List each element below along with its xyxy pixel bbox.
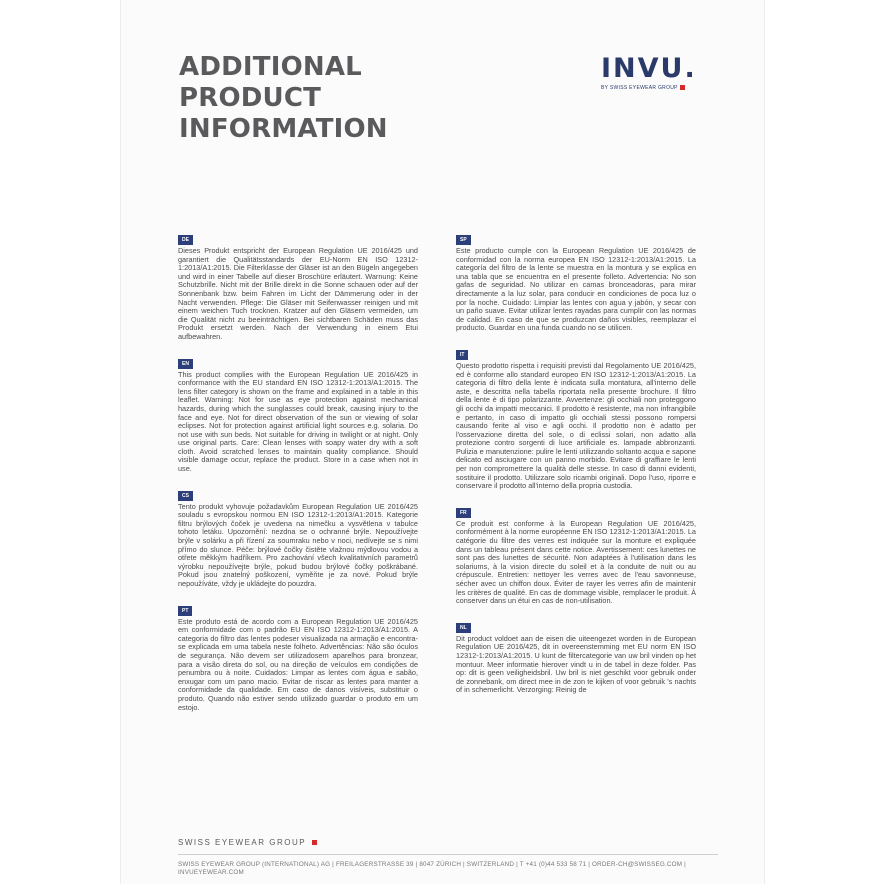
- section-en: [178, 352, 418, 474]
- title-line-3: INFORMATION: [179, 114, 388, 144]
- section-text-es: Este producto cumple con la European Regulation UE 2016/425 de conformidad con la norma europea EN ISO 12312-1:2013/A1:2015. La categoría del filtro de la lente se muestra en la montura y se explica en una tabla que se encuentra en el presente folleto. Advertencia: No son gafas de seguridad. No utilizar en camas bronceadoras, para mirar directamente a la luz solar, para conducir en condiciones de poca luz o por la noche. Cuidado: Limpiar las lentes con agua y jabón, y secar con un paño suave. Evitar utilizar lentes rayadas para cumplir con las normas de calidad. En caso de que se produzcan daños visibles, reemplazar el producto. Guardar en una funda cuando no se utilicen.: [456, 246, 696, 333]
- section-nl: [456, 616, 696, 695]
- lang-badge-nl: NL: [456, 623, 471, 633]
- title-line-1: ADDITIONAL: [179, 52, 362, 82]
- right-column: [456, 228, 696, 705]
- logo-tagline-text: BY SWISS EYEWEAR GROUP: [601, 85, 678, 91]
- section-text-fr: Ce produit est conforme à la European Regulation UE 2016/425, conformément à la norme européenne EN ISO 12312-1:2013/A1:2015. La catégorie du filtre des verres est indiquée sur la monture et expliquée dans un tableau présent dans cette notice. Avertissement: ces lunettes ne sont pas des lunettes de sécurité. Non adaptées à l'utilisation dans les solariums, à la vision directe du soleil et à la conduite de nuit ou au crépuscule. Entretien: nettoyer les verres avec de l'eau savonneuse, sécher avec un chiffon doux. Éviter de rayer les verres afin de maintenir les critères de qualité. En cas de dommage visible, remplacer le produit. À conserver dans un étui en cas de non-utilisation.: [456, 518, 696, 606]
- lang-badge-de: DE: [178, 235, 193, 245]
- title-line-2: PRODUCT: [179, 83, 322, 113]
- section-es: [456, 228, 696, 333]
- section-fr: [456, 501, 696, 606]
- document-page: [120, 0, 765, 884]
- section-text-pt: Este produto está de acordo com a European Regulation UE 2016/425 em conformidade com o padrão EU EN ISO 12312-1:2013/A1:2015. A categoria do filtro das lentes podeser visualizada na armação e encontra-se explicada em uma tabela neste folheto. Advertências: Não são óculos de segurança. Não devem ser utilizadosem aparelhos para bronzear, para a visão direta do sol, ou na direção de veículos em condições de penumbra ou à noite. Cuidados: Limpar as lentes com água e sabão, enxugar com um pano macio. Evitar de riscar as lentes para manter a conformidade da qualidade. Em caso de danos visíveis, substituir o produto. Quando não estiver sendo utilizado guardar o produto em um estojo.: [178, 616, 418, 712]
- logo-tagline: [601, 85, 713, 91]
- invu-logo: [601, 54, 713, 94]
- footer-address: SWISS EYEWEAR GROUP (INTERNATIONAL) AG | FREILAGERSTRASSE 39 | 8047 ZÜRICH | SWITZERLAND | T +41 (0)44 533 58 71 | ORDER-CH@SWISSEG.COM | INVUEYEWEAR.COM: [178, 854, 718, 877]
- section-text-cs: Tento produkt vyhovuje požadavkům European Regulation UE 2016/425 souladu s evropskou normou EN ISO 12312-1:2013/A1:2015. Kategorie filtru brýlových čoček je uvedena na nimečku a vysvětlena v tabulce tohoto letáku. Upozornění: nezdna se o ochranné brýle. Nepoužívejte brýle v solárku a při řízení za soumraku nebo v noci, nedívejte se s nimi přímo do slunce. Péče: brýlové čočky čistěte vlažnou mýdlovou vodou a otřete měkkým hadříkem. Pro zachování všech kvalitativních parametrů výrobku nepoužívejte brýle, pokud budou brýlové čočky poškrábané. Pokud jsou znatelný poškození, vyměňte je za nové. Pokud brýle nepoužíváte, vždy je ukládejte do pouzdra.: [178, 501, 418, 588]
- section-de: [178, 228, 418, 342]
- footer-brand-text: SWISS EYEWEAR GROUP: [178, 838, 306, 847]
- section-pt: [178, 599, 418, 713]
- lang-badge-cs: CS: [178, 491, 193, 501]
- left-column: [178, 228, 418, 722]
- page-title: [179, 52, 388, 145]
- section-text-it: Questo prodotto rispetta i requisiti previsti dal Regolamento UE 2016/425, ed è conforme allo standard europeo EN ISO 12312-1:2013/A1:2015. La categoria di filtro della lente è indicata sulla montatura, all'interno delle aste, e descritta nella tabella riportata nella presente brochure. Il filtro della lente è di tipo polarizzante. Avvertenze: gli occhiali non proteggono gli occhi da impatti meccanici. Il prodotto è resistente, ma non infrangibile e pertanto, in caso di impatto gli occhiali stessi possono rompersi causando ferite al viso e agli occhi. Il prodotto non è adatto per l'osservazione diretta del sole, o di eclissi solari, non adatto alla protezione contro sorgenti di luce artificiale es. lampade abbronzanti. Pulizia e manutenzione: pulire le lenti utilizzando soltanto acqua e sapone delicato ed asciugare con un panno morbido. Evitare di graffiare le lenti per non compromettere la qualità delle stesse. In caso di danni evidenti, sostituire il prodotto. Utilizzare solo ricambi originali. Dopo l'uso, riporre e conservare il prodotto all'interno della propria custodia.: [456, 360, 696, 491]
- swiss-cross-icon: [680, 85, 685, 90]
- lang-badge-it: IT: [456, 350, 468, 360]
- section-cs: [178, 484, 418, 589]
- section-it: [456, 343, 696, 491]
- lang-badge-en: EN: [178, 359, 193, 369]
- section-text-en: This product complies with the European Regulation UE 2016/425 in conformance with the EU standard EN ISO 12312-1:2013/A1:2015. The lens filter category is shown on the frame and explained in a table in this leaflet. Warning: Not for use as eye protection against mechanical hazards, during which the sunglasses could break, causing injury to the face and eye. Not for direct observation of the sun or viewing of solar eclipses. Not for protection against artificial light sources e.g. solaria. Do not use with sun beds. Not suitable for driving in twilight or at night. Only use original parts. Care: Clean lenses with soapy water dry with a soft cloth. Avoid scratched lenses to maintain quality compliance. Should visible damage occur, replace the product. Store in a case when not in use.: [178, 369, 418, 474]
- lang-badge-pt: PT: [178, 606, 192, 616]
- logo-wordmark: INVU.: [601, 53, 697, 84]
- lang-badge-fr: FR: [456, 508, 471, 518]
- page-footer: [178, 838, 718, 877]
- lang-badge-es: SP: [456, 235, 471, 245]
- section-text-nl: Dit product voldoet aan de eisen die uiteengezet worden in de European Regulation UE 2016/425, dit in overeenstemming met EU norm EN ISO 12312-1:2013/A1:2015. U kunt de filtercategorie van uw bril vinden op het montuur. Meer informatie hierover vindt u in de tabel in deze folder. Pas op: dit is geen veiligheidsbril. Uw bril is niet geschikt voor gebruik onder de zonnebank, om direct mee in de zon te kijken of voor gebruik 's nachts of in schemerlicht. Verzorging: Reinig de: [456, 633, 696, 695]
- section-text-de: Dieses Produkt entspricht der European Regulation UE 2016/425 und garantiert die Qualitätsstandards der EU-Norm EN ISO 12312-1:2013/A1:2015. Die Filterklasse der Gläser ist an den Bügeln angegeben und wird in einer Tabelle auf dieser Broschüre erläutert. Warnung: Keine Schutzbrille. Nicht mit der Brille direkt in die Sonne schauen oder auf der Sonnenbank bzw. beim Fahren im Licht der Dämmerung oder in der Nacht verwenden. Pflege: Die Gläser mit Seifenwasser reinigen und mit einem weichen Tuch trocknen. Kratzer auf den Gläsern vermeiden, um die Qualität nicht zu beeinträchtigen. Bei sichtbaren Schäden muss das Produkt ersetzt werden. Nach der Verwendung in einem Etui aufbewahren.: [178, 246, 418, 341]
- footer-brand: [178, 838, 718, 847]
- swiss-cross-icon: [312, 840, 317, 845]
